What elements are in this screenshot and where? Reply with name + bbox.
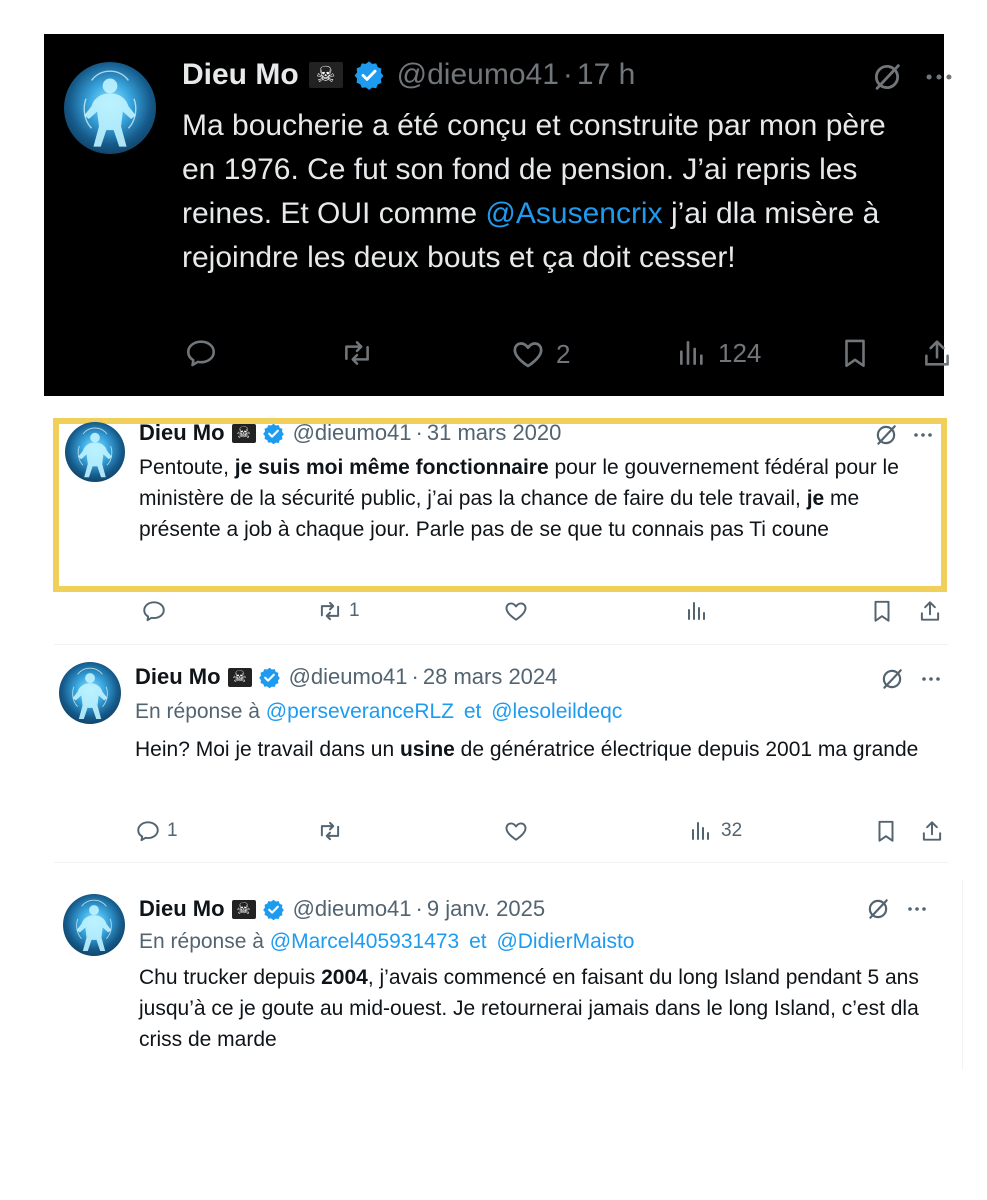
avatar[interactable] <box>63 894 125 956</box>
repost-icon <box>317 598 343 624</box>
text-run: Chu trucker depuis <box>139 966 322 989</box>
more-icon[interactable] <box>905 897 929 921</box>
bold-text: je <box>806 487 825 510</box>
tweet-card-2020[interactable] <box>53 418 947 640</box>
reply-and: et <box>463 700 482 723</box>
views-button[interactable] <box>689 818 742 844</box>
author-handle[interactable]: @dieumo41 <box>288 664 408 689</box>
pirate-flag-icon: ☠ <box>228 668 252 687</box>
mention-link[interactable]: @Asusencrix <box>485 197 663 230</box>
views-icon <box>685 598 709 624</box>
view-count: 124 <box>718 337 762 368</box>
tweet-text <box>139 962 939 1055</box>
repost-button[interactable] <box>317 818 343 844</box>
separator-dot: · <box>415 896 423 921</box>
like-count: 2 <box>556 338 571 369</box>
pirate-flag-icon: ☠ <box>309 62 343 88</box>
like-icon <box>503 818 529 844</box>
like-button[interactable] <box>510 336 570 372</box>
reply-and: et <box>469 930 487 953</box>
grok-icon[interactable] <box>879 666 905 692</box>
bold-text: usine <box>399 738 455 761</box>
text-run: , j’avais commencé en faisant du long Island pendant 5 ans jusqu’à ce je goute au mid-ouest. Je retournerai jamais dans le long Island, c’est dla criss de marde <box>139 966 919 1051</box>
text-run: Hein? Moi je travail dans un <box>135 738 400 761</box>
reply-prefix: En réponse à <box>139 930 264 953</box>
tweet-text <box>182 104 927 280</box>
separator-dot: · <box>562 58 573 91</box>
tweet-text <box>139 452 929 545</box>
more-icon[interactable] <box>922 60 956 94</box>
view-count: 32 <box>721 820 743 841</box>
text-run: j’ai dla misère à rejoindre les deux bouts et ça doit cesser! <box>182 197 880 274</box>
verified-badge-icon <box>262 422 285 445</box>
author-name[interactable]: Dieu Mo <box>135 664 221 689</box>
reply-icon <box>135 818 161 844</box>
bookmark-icon <box>873 818 899 844</box>
text-run: de génératrice électrique depuis 2001 ma grande <box>454 738 919 761</box>
bold-text: je suis moi même fonctionnaire <box>234 456 549 479</box>
tweet-card-2025[interactable] <box>53 880 963 1070</box>
reply-button[interactable] <box>141 598 167 624</box>
tweet-card-dark[interactable] <box>44 34 944 396</box>
avatar[interactable] <box>65 422 125 482</box>
reply-to-mention-1[interactable]: @perseveranceRLZ <box>265 700 455 723</box>
reply-icon <box>184 336 218 370</box>
share-button[interactable] <box>917 598 943 624</box>
text-run: me présente a job à chaque jour. Parle pas de se que tu connais pas Ti coune <box>139 487 860 541</box>
text-run: pour le gouvernement fédéral pour le ministère de la sécurité public, j’ai pas la chance de faire du tele travail, <box>139 456 899 510</box>
bookmark-icon <box>838 336 872 370</box>
bookmark-icon <box>869 598 895 624</box>
divider <box>54 644 948 645</box>
separator-dot: · <box>415 420 423 445</box>
avatar[interactable] <box>59 662 121 724</box>
avatar[interactable] <box>64 62 156 154</box>
verified-badge-icon <box>258 666 281 689</box>
tweet-time[interactable]: 28 mars 2024 <box>422 664 558 689</box>
bookmark-button[interactable] <box>869 598 895 624</box>
repost-icon <box>317 818 343 844</box>
views-button[interactable] <box>685 598 709 624</box>
reply-prefix: En réponse à <box>135 700 260 723</box>
tweet-time[interactable]: 17 h <box>576 58 636 91</box>
author-handle[interactable]: @dieumo41 <box>292 896 412 921</box>
tweet-text <box>135 734 935 765</box>
tweet-time[interactable]: 31 mars 2020 <box>426 420 562 445</box>
repost-button[interactable] <box>317 598 360 624</box>
share-button[interactable] <box>919 818 945 844</box>
share-button[interactable] <box>920 336 954 370</box>
grok-icon[interactable] <box>873 422 899 448</box>
author-name[interactable]: Dieu Mo <box>182 58 299 91</box>
more-icon[interactable] <box>919 667 943 691</box>
reply-icon <box>141 598 167 624</box>
pirate-flag-icon: ☠ <box>232 900 256 919</box>
divider <box>54 862 948 863</box>
reply-count: 1 <box>167 820 178 841</box>
author-handle[interactable]: @dieumo41 <box>396 58 559 91</box>
share-icon <box>917 598 943 624</box>
bold-text: 2004 <box>321 966 368 989</box>
reply-button[interactable] <box>184 336 218 370</box>
bookmark-button[interactable] <box>873 818 899 844</box>
like-button[interactable] <box>503 818 529 844</box>
like-button[interactable] <box>503 598 529 624</box>
reply-to-mention-2[interactable]: @DidierMaisto <box>496 930 635 953</box>
separator-dot: · <box>411 664 419 689</box>
bookmark-button[interactable] <box>838 336 872 370</box>
verified-badge-icon <box>353 59 385 91</box>
repost-count: 1 <box>349 600 360 621</box>
author-name[interactable]: Dieu Mo <box>139 420 225 445</box>
repost-button[interactable] <box>340 336 374 370</box>
pirate-flag-icon: ☠ <box>232 424 256 443</box>
author-handle[interactable]: @dieumo41 <box>292 420 412 445</box>
text-run: Pentoute, <box>139 456 235 479</box>
reply-to-mention-2[interactable]: @lesoleildeqc <box>491 700 623 723</box>
tweet-card-2024[interactable] <box>53 656 947 856</box>
views-button[interactable] <box>676 336 761 370</box>
text-run: Ma boucherie a été conçu et construite par mon père en 1976. Ce fut son fond de pension. J’ai repris les reines. Et OUI comme <box>182 109 886 230</box>
repost-icon <box>340 336 374 370</box>
reply-button[interactable] <box>135 818 178 844</box>
more-icon[interactable] <box>911 423 935 447</box>
share-icon <box>919 818 945 844</box>
like-icon <box>510 336 546 372</box>
grok-icon[interactable] <box>865 896 891 922</box>
author-name[interactable]: Dieu Mo <box>139 896 225 921</box>
share-icon <box>920 336 954 370</box>
views-icon <box>676 336 708 370</box>
grok-icon[interactable] <box>870 60 904 94</box>
views-icon <box>689 818 713 844</box>
verified-badge-icon <box>262 898 285 921</box>
reply-to-mention-1[interactable]: @Marcel405931473 <box>269 930 460 953</box>
like-icon <box>503 598 529 624</box>
tweet-time[interactable]: 9 janv. 2025 <box>426 896 546 921</box>
